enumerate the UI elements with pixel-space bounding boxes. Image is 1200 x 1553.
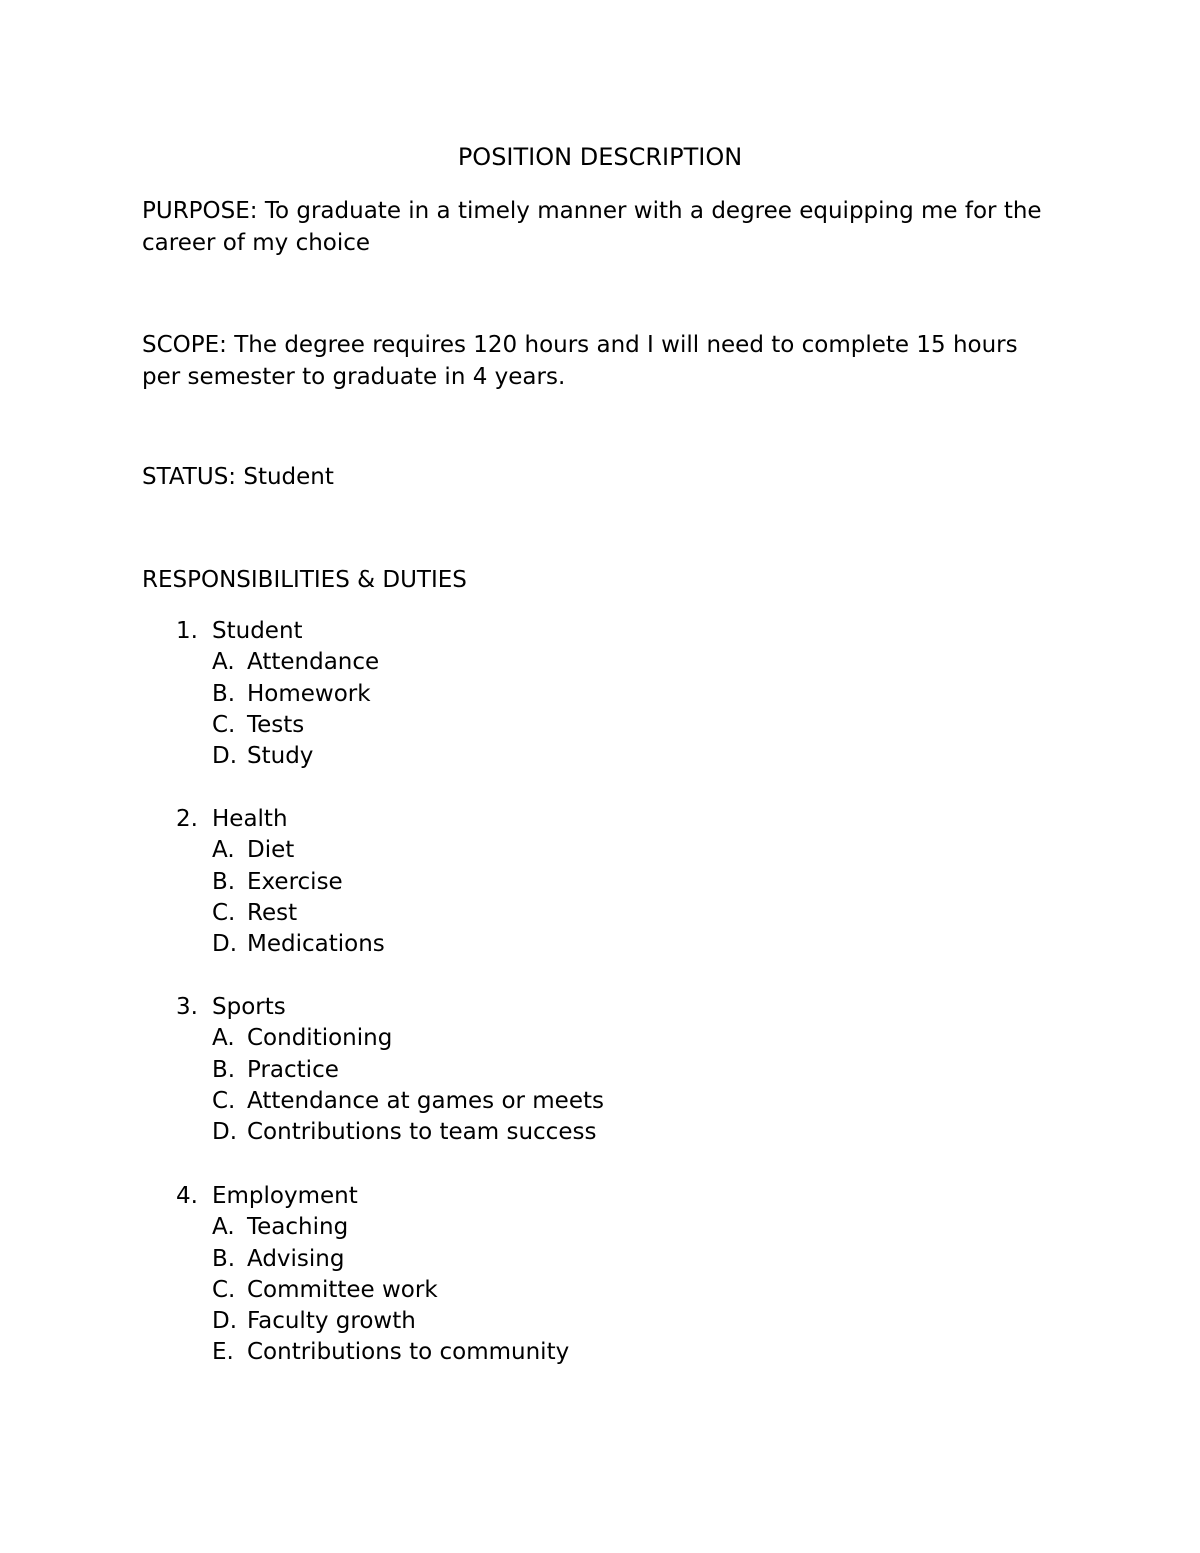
list-letter: B. [212, 680, 236, 707]
document-title: POSITION DESCRIPTION [457, 143, 743, 171]
list-item-text: Attendance [247, 649, 380, 676]
list-item-text: Practice [247, 1056, 339, 1083]
list-number: 1. [176, 618, 198, 644]
duty-group-label: Student [212, 618, 303, 644]
list-item [212, 1023, 876, 1054]
list-item-text: Medications [247, 931, 385, 958]
scope-paragraph: SCOPE: The degree requires 120 hours and I will need to complete 15 hours per semester to graduate in 4 years. [142, 332, 1018, 390]
list-item [212, 1086, 876, 1117]
list-item [212, 1244, 876, 1275]
responsibilities-heading: RESPONSIBILITIES & DUTIES [142, 567, 467, 593]
list-letter: B. [212, 868, 236, 895]
list-number: 4. [176, 1183, 198, 1209]
list-letter: D. [212, 1119, 238, 1146]
duty-group-header [176, 804, 876, 835]
list-letter: C. [212, 1276, 236, 1303]
duty-group-student [176, 616, 876, 772]
list-item [212, 929, 876, 960]
list-letter: D. [212, 931, 238, 958]
list-letter: A. [212, 1025, 235, 1052]
duty-group-sports [176, 992, 876, 1148]
list-letter: D. [212, 743, 238, 770]
list-letter: B. [212, 1056, 236, 1083]
sub-list [212, 1212, 876, 1368]
list-item [212, 835, 876, 866]
duty-group-employment [176, 1181, 876, 1369]
list-letter: E. [212, 1339, 234, 1366]
list-letter: D. [212, 1308, 238, 1335]
list-item [212, 898, 876, 929]
list-item-text: Homework [247, 680, 371, 707]
list-item-text: Teaching [247, 1214, 349, 1241]
list-item-text: Diet [247, 837, 295, 864]
list-item-text: Study [247, 743, 314, 770]
list-number: 3. [176, 994, 198, 1020]
duty-group-label: Employment [212, 1183, 358, 1209]
list-item-text: Tests [247, 711, 305, 738]
list-item-text: Advising [247, 1245, 345, 1272]
sub-list [212, 1023, 876, 1148]
list-item-text: Contributions to team success [247, 1119, 597, 1146]
list-item [212, 1275, 876, 1306]
list-item [212, 867, 876, 898]
list-item-text: Committee work [247, 1276, 438, 1303]
list-letter: B. [212, 1245, 236, 1272]
list-item-text: Rest [247, 899, 298, 926]
list-item [212, 1117, 876, 1148]
list-item [212, 710, 876, 741]
list-letter: C. [212, 711, 236, 738]
purpose-paragraph: PURPOSE: To graduate in a timely manner with a degree equipping me for the career of my choice [142, 198, 1042, 256]
sub-list [212, 647, 876, 772]
list-item-text: Faculty growth [247, 1308, 416, 1335]
duty-group-label: Sports [212, 994, 286, 1020]
list-letter: C. [212, 1087, 236, 1114]
list-letter: A. [212, 837, 235, 864]
list-item-text: Attendance at games or meets [247, 1087, 604, 1114]
list-item-text: Conditioning [247, 1025, 393, 1052]
list-item [212, 1306, 876, 1337]
list-number: 2. [176, 806, 198, 832]
list-item-text: Exercise [247, 868, 343, 895]
list-item [212, 1212, 876, 1243]
list-item [212, 1337, 876, 1368]
list-letter: C. [212, 899, 236, 926]
list-item [212, 679, 876, 710]
list-item [212, 1055, 876, 1086]
duty-group-header [176, 616, 876, 647]
duty-group-health [176, 804, 876, 960]
list-letter: A. [212, 649, 235, 676]
list-letter: A. [212, 1214, 235, 1241]
duty-group-header [176, 992, 876, 1023]
status-paragraph: STATUS: Student [142, 464, 334, 490]
sub-list [212, 835, 876, 960]
list-item [212, 647, 876, 678]
list-item-text: Contributions to community [247, 1339, 570, 1366]
duty-group-header [176, 1181, 876, 1212]
duty-group-label: Health [212, 806, 288, 832]
list-item [212, 741, 876, 772]
